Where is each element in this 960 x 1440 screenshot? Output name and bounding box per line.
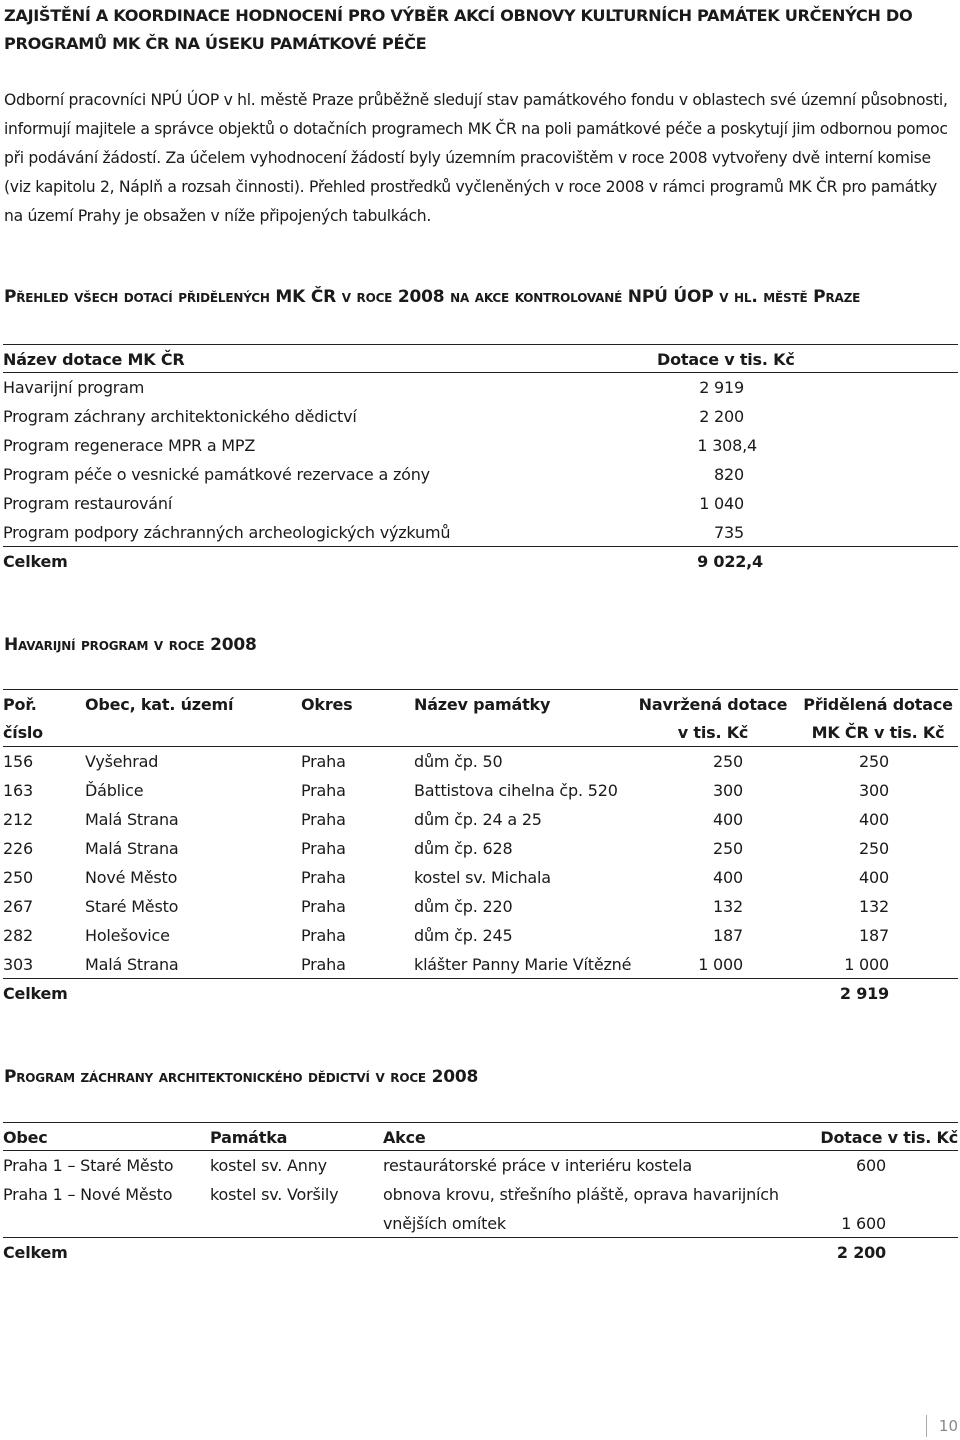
heritage-cell-action: obnova krovu, střešního pláště, oprava havarijních <box>383 1185 779 1204</box>
heritage-total-row <box>3 1238 958 1267</box>
emergency-cell-district: Praha <box>301 955 346 974</box>
emergency-cell-no: 303 <box>3 955 33 974</box>
table-row <box>3 805 958 834</box>
table-row <box>3 1209 958 1238</box>
emergency-cell-proposed: 400 <box>713 810 743 829</box>
emergency-col-monument: Název památky <box>414 695 551 714</box>
emergency-cell-proposed: 300 <box>713 781 743 800</box>
emergency-cell-district: Praha <box>301 752 346 771</box>
overview-cell-name: Program restaurování <box>3 494 173 513</box>
emergency-cell-municipality: Malá Strana <box>85 955 179 974</box>
table-row <box>3 402 958 431</box>
table-row <box>3 892 958 921</box>
heritage-title: Program záchrany architektonického dědictví v roce 2008 <box>4 1067 479 1087</box>
heritage-cell-action: vnějších omítek <box>383 1214 506 1233</box>
overview-cell-amount: 2 919 <box>699 378 744 397</box>
overview-col-name: Název dotace MK ČR <box>3 350 185 369</box>
emergency-cell-no: 163 <box>3 781 33 800</box>
emergency-cell-monument: dům čp. 220 <box>414 897 513 916</box>
emergency-cell-proposed: 250 <box>713 839 743 858</box>
emergency-col-district: Okres <box>301 695 353 714</box>
emergency-cell-district: Praha <box>301 781 346 800</box>
emergency-cell-district: Praha <box>301 810 346 829</box>
heritage-cell-amount: 1 600 <box>841 1214 886 1233</box>
table-row <box>3 373 958 402</box>
emergency-cell-granted: 250 <box>859 752 889 771</box>
emergency-cell-granted: 187 <box>859 926 889 945</box>
overview-total-row <box>3 547 958 576</box>
table-row <box>3 1151 958 1180</box>
emergency-cell-municipality: Holešovice <box>85 926 170 945</box>
emergency-cell-no: 226 <box>3 839 33 858</box>
emergency-cell-municipality: Malá Strana <box>85 839 179 858</box>
table-row <box>3 747 958 776</box>
overview-cell-amount: 1 308,4 <box>697 436 757 455</box>
emergency-header-row-2 <box>3 718 958 747</box>
emergency-table <box>3 689 958 1008</box>
heritage-col-action: Akce <box>383 1128 426 1147</box>
table-row <box>3 863 958 892</box>
heritage-table <box>3 1122 958 1267</box>
heritage-cell-municipality: Praha 1 – Staré Město <box>3 1156 174 1175</box>
overview-cell-name: Program podpory záchranných archeologických výzkumů <box>3 523 451 542</box>
emergency-cell-granted: 132 <box>859 897 889 916</box>
overview-cell-amount: 820 <box>714 465 744 484</box>
overview-total-amount: 9 022,4 <box>697 552 763 571</box>
emergency-cell-no: 267 <box>3 897 33 916</box>
heritage-cell-amount: 600 <box>856 1156 886 1175</box>
table-row <box>3 460 958 489</box>
table-row <box>3 834 958 863</box>
emergency-col-proposed: Navržená dotace <box>638 695 788 714</box>
table-row <box>3 776 958 805</box>
page-heading: ZAJIŠTĚNÍ A KOORDINACE HODNOCENÍ PRO VÝBĚR AKCÍ OBNOVY KULTURNÍCH PAMÁTEK URČENÝCH DO PROGRAMŮ MK ČR NA ÚSEKU PAMÁTKOVÉ PÉČE <box>4 6 913 53</box>
overview-cell-name: Havarijní program <box>3 378 145 397</box>
emergency-cell-district: Praha <box>301 868 346 887</box>
overview-cell-name: Program záchrany architektonického dědictví <box>3 407 357 426</box>
emergency-cell-district: Praha <box>301 839 346 858</box>
overview-total-label: Celkem <box>3 552 68 571</box>
heritage-cell-action: restaurátorské práce v interiéru kostela <box>383 1156 692 1175</box>
emergency-col-granted-2: MK ČR v tis. Kč <box>811 723 945 742</box>
overview-cell-name: Program regenerace MPR a MPZ <box>3 436 256 455</box>
heritage-cell-monument: kostel sv. Voršily <box>210 1185 339 1204</box>
emergency-col-no: Poř. <box>3 695 37 714</box>
emergency-cell-monument: Battistova cihelna čp. 520 <box>414 781 618 800</box>
emergency-cell-monument: dům čp. 24 a 25 <box>414 810 542 829</box>
overview-table <box>3 344 958 576</box>
emergency-cell-proposed: 132 <box>713 897 743 916</box>
heritage-total-amount: 2 200 <box>836 1243 886 1262</box>
emergency-col-no-2: číslo <box>3 723 43 742</box>
heritage-header-row <box>3 1122 958 1151</box>
emergency-cell-monument: dům čp. 50 <box>414 752 503 771</box>
emergency-cell-monument: dům čp. 628 <box>414 839 513 858</box>
emergency-cell-granted: 400 <box>859 810 889 829</box>
emergency-cell-municipality: Nové Město <box>85 868 178 887</box>
heritage-col-monument: Památka <box>210 1128 288 1147</box>
emergency-cell-no: 250 <box>3 868 33 887</box>
emergency-cell-no: 212 <box>3 810 33 829</box>
emergency-total-row <box>3 979 958 1008</box>
emergency-cell-district: Praha <box>301 926 346 945</box>
table-row <box>3 950 958 979</box>
table-row <box>3 489 958 518</box>
overview-title: Přehled všech dotací přidělených MK ČR v roce 2008 na akce kontrolované NPÚ ÚOP v hl. městě Praze <box>4 287 861 307</box>
table-row <box>3 518 958 547</box>
emergency-cell-no: 156 <box>3 752 33 771</box>
intro-paragraph: Odborní pracovníci NPÚ ÚOP v hl. městě Praze průběžně sledují stav památkového fondu v oblastech své územní působnosti, informují majitele a správce objektů o dotačních programech MK ČR na poli památkové péče a poskytují jim odbornou pomoc při podávání žádostí. Za účelem vyhodnocení žádostí byly územním pracovištěm v roce 2008 vytvořeny dvě interní komise (viz kapitolu 2, Náplň a rozsah činnosti). Přehled prostředků vyčleněných v roce 2008 v rámci programů MK ČR pro památky na území Prahy je obsažen v níže připojených tabulkách. <box>4 91 948 225</box>
emergency-cell-proposed: 1 000 <box>698 955 743 974</box>
emergency-col-proposed-2: v tis. Kč <box>677 723 749 742</box>
emergency-cell-monument: kostel sv. Michala <box>414 868 551 887</box>
overview-header-row <box>3 344 958 373</box>
emergency-cell-municipality: Ďáblice <box>85 781 144 800</box>
heritage-col-amount: Dotace v tis. Kč <box>820 1128 958 1147</box>
overview-cell-amount: 1 040 <box>699 494 744 513</box>
emergency-cell-proposed: 187 <box>713 926 743 945</box>
emergency-total-label: Celkem <box>3 984 68 1003</box>
emergency-cell-monument: klášter Panny Marie Vítězné <box>414 955 632 974</box>
emergency-header-row-1 <box>3 689 958 718</box>
overview-cell-amount: 735 <box>714 523 744 542</box>
heritage-col-municipality: Obec <box>3 1128 48 1147</box>
overview-cell-name: Program péče o vesnické památkové rezervace a zóny <box>3 465 430 484</box>
heritage-total-label: Celkem <box>3 1243 68 1262</box>
emergency-cell-granted: 250 <box>859 839 889 858</box>
emergency-cell-municipality: Malá Strana <box>85 810 179 829</box>
table-row <box>3 1180 958 1209</box>
emergency-col-municipality: Obec, kat. území <box>85 695 234 714</box>
overview-cell-amount: 2 200 <box>699 407 744 426</box>
emergency-cell-proposed: 400 <box>713 868 743 887</box>
table-row <box>3 431 958 460</box>
heritage-cell-monument: kostel sv. Anny <box>210 1156 327 1175</box>
emergency-cell-municipality: Vyšehrad <box>85 752 159 771</box>
table-row <box>3 921 958 950</box>
emergency-cell-district: Praha <box>301 897 346 916</box>
emergency-cell-granted: 300 <box>859 781 889 800</box>
emergency-title: Havarijní program v roce 2008 <box>4 635 257 655</box>
emergency-cell-no: 282 <box>3 926 33 945</box>
heritage-cell-municipality: Praha 1 – Nové Město <box>3 1185 173 1204</box>
emergency-col-granted: Přidělená dotace <box>803 695 953 714</box>
overview-col-amount: Dotace v tis. Kč <box>657 350 795 369</box>
emergency-total-amount: 2 919 <box>839 984 889 1003</box>
page-number: 10 <box>926 1415 958 1437</box>
emergency-cell-granted: 400 <box>859 868 889 887</box>
emergency-cell-municipality: Staré Město <box>85 897 179 916</box>
emergency-cell-proposed: 250 <box>713 752 743 771</box>
emergency-cell-granted: 1 000 <box>844 955 889 974</box>
emergency-cell-monument: dům čp. 245 <box>414 926 513 945</box>
